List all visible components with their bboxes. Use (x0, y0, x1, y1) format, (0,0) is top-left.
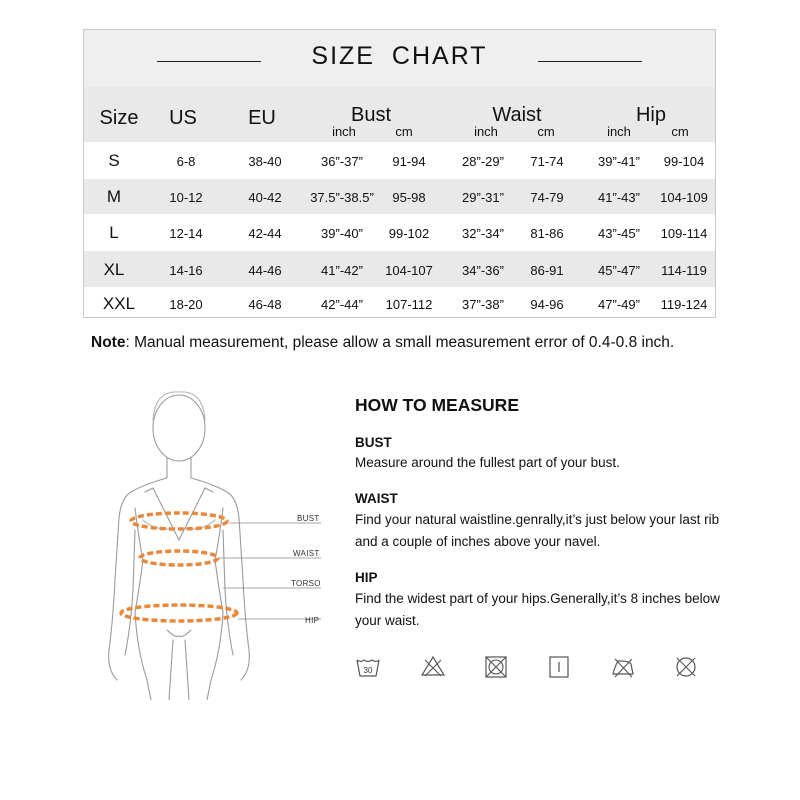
hip-heading: HIP (355, 570, 378, 585)
cell-hip-cm: 109-114 (660, 226, 708, 241)
no-bleach-icon (420, 654, 446, 680)
bust-instructions: Measure around the fullest part of your bust. (355, 455, 620, 470)
wash-30-icon (355, 654, 381, 680)
header-hip-inch: inch (607, 124, 631, 139)
cell-bust-inch: 39”-40” (321, 226, 363, 241)
body-outline-illustration (95, 380, 335, 700)
header-waist: Waist (492, 104, 542, 126)
header-hip: Hip (635, 104, 666, 126)
cell-waist-inch: 32”-34” (462, 226, 504, 241)
header-eu: EU (248, 107, 276, 129)
header-bust: Bust (350, 104, 392, 126)
cell-waist-cm: 81-86 (530, 226, 564, 241)
cell-waist-inch: 28”-29” (462, 154, 504, 169)
cell-us: 6-8 (176, 154, 196, 169)
line-dry-icon (546, 654, 572, 680)
header-waist-cm: cm (537, 124, 555, 139)
header-bust-inch: inch (332, 124, 356, 139)
size-chart-title-band (84, 30, 715, 87)
cell-waist-inch: 34”-36” (462, 263, 504, 278)
table-row (84, 287, 715, 318)
no-tumble-dry-icon (483, 654, 509, 680)
cell-hip-inch: 39”-41” (598, 154, 640, 169)
no-iron-icon (610, 654, 636, 680)
note-text: : Manual measurement, please allow a small measurement error of 0.4-0.8 inch. (125, 334, 675, 351)
cell-bust-inch: 36”-37” (321, 154, 363, 169)
cell-hip-cm: 119-124 (660, 297, 708, 312)
cell-hip-cm: 104-109 (660, 190, 708, 205)
cell-hip-inch: 47”-49” (598, 297, 640, 312)
header-bust-cm: cm (395, 124, 413, 139)
cell-waist-cm: 71-74 (530, 154, 564, 169)
cell-bust-cm: 104-107 (385, 263, 433, 278)
cell-hip-inch: 41”-43” (598, 190, 640, 205)
measurement-note (91, 334, 674, 352)
cell-waist-cm: 86-91 (530, 263, 564, 278)
title-rule-right (538, 61, 642, 62)
cell-waist-cm: 94-96 (530, 297, 564, 312)
table-row (84, 142, 715, 179)
header-waist-inch: inch (474, 124, 498, 139)
waist-instructions: Find your natural waistline.genrally,it’s just below your last rib and a couple of inches above your navel. (355, 512, 720, 549)
cell-size: L (109, 223, 119, 242)
cell-eu: 44-46 (248, 263, 282, 278)
cell-eu: 40-42 (248, 190, 282, 205)
cell-bust-inch: 37.5”-38.5” (310, 190, 374, 205)
figure-label-hip: HIP (305, 616, 320, 625)
size-chart-title: SIZE CHART (311, 42, 488, 70)
cell-waist-cm: 74-79 (530, 190, 564, 205)
cell-size: S (108, 151, 120, 170)
cell-eu: 42-44 (248, 226, 282, 241)
cell-bust-cm: 107-112 (385, 297, 433, 312)
cell-us: 12-14 (169, 226, 203, 241)
wash-temp-label: 30 (363, 666, 373, 675)
note-label: Note (91, 334, 126, 351)
cell-bust-cm: 99-102 (388, 226, 430, 241)
hip-instructions: Find the widest part of your hips.Generally,it’s 8 inches below your waist. (355, 591, 720, 628)
table-row (84, 214, 715, 251)
body-measurement-figure (95, 380, 335, 700)
how-to-measure-title: HOW TO MEASURE (355, 395, 519, 415)
header-size: Size (99, 107, 139, 129)
waist-heading: WAIST (355, 491, 398, 506)
header-us: US (169, 107, 197, 129)
cell-hip-inch: 45”-47” (598, 263, 640, 278)
cell-size: M (106, 187, 122, 206)
table-row (84, 251, 715, 287)
header-hip-cm: cm (671, 124, 689, 139)
table-row (84, 179, 715, 214)
cell-bust-cm: 95-98 (392, 190, 426, 205)
cell-bust-inch: 41”-42” (321, 263, 363, 278)
figure-label-waist: WAIST (293, 549, 320, 558)
cell-us: 14-16 (169, 263, 203, 278)
no-dry-clean-icon (673, 654, 699, 680)
bust-heading: BUST (355, 435, 392, 450)
cell-hip-cm: 99-104 (663, 154, 705, 169)
cell-hip-inch: 43”-45” (598, 226, 640, 241)
cell-eu: 46-48 (248, 297, 282, 312)
figure-label-bust: BUST (297, 514, 320, 523)
size-chart (83, 29, 716, 318)
cell-size: XL (103, 260, 125, 279)
cell-waist-inch: 29”-31” (462, 190, 504, 205)
figure-label-torso: TORSO (291, 579, 321, 588)
cell-size: XXL (102, 294, 136, 313)
cell-us: 10-12 (169, 190, 203, 205)
cell-hip-cm: 114-119 (661, 263, 707, 278)
cell-us: 18-20 (169, 297, 203, 312)
cell-eu: 38-40 (248, 154, 282, 169)
cell-waist-inch: 37”-38” (462, 297, 504, 312)
cell-bust-cm: 91-94 (392, 154, 426, 169)
cell-bust-inch: 42”-44” (321, 297, 363, 312)
table-header-row (84, 87, 715, 142)
